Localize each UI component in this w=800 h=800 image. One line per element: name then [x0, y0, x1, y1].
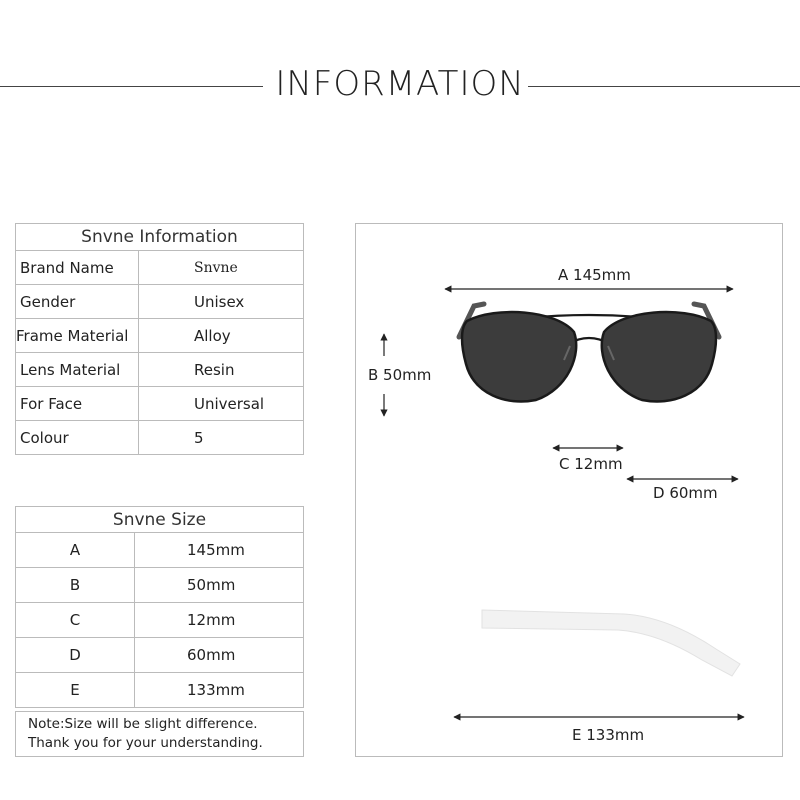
table-row [16, 533, 304, 568]
dimension-c-label: C 12mm [559, 455, 623, 473]
glasses-front-icon [459, 304, 719, 402]
size-value: 60mm [135, 638, 304, 673]
size-key: B [16, 568, 135, 603]
info-value: Snvne [139, 251, 304, 285]
header-line-left [0, 86, 263, 87]
dimension-e-label: E 133mm [572, 726, 645, 744]
table-row [16, 387, 304, 421]
size-value: 133mm [135, 673, 304, 708]
info-value: 5 [139, 421, 304, 455]
dimension-a-label: A 145mm [558, 266, 631, 284]
size-note [15, 711, 304, 757]
dimension-d-label: D 60mm [653, 484, 718, 502]
info-key: Lens Material [16, 353, 139, 387]
info-value: Resin [139, 353, 304, 387]
info-key: Brand Name [16, 251, 139, 285]
table-row [16, 421, 304, 455]
table-row [16, 603, 304, 638]
info-value: Unisex [139, 285, 304, 319]
info-table-title: Snvne Information [16, 224, 304, 251]
note-line: Thank you for your understanding. [28, 735, 263, 751]
temple-side-icon [482, 610, 740, 676]
size-table-title: Snvne Size [16, 507, 304, 533]
page-title: INFORMATION [275, 64, 525, 104]
size-key: C [16, 603, 135, 638]
size-key: D [16, 638, 135, 673]
info-key: For Face [16, 387, 139, 421]
table-row [16, 568, 304, 603]
dimension-diagram-panel [355, 223, 783, 757]
info-table [15, 223, 304, 455]
size-key: E [16, 673, 135, 708]
table-row [16, 638, 304, 673]
size-value: 50mm [135, 568, 304, 603]
info-key: Gender [16, 285, 139, 319]
header-line-right [528, 86, 800, 87]
size-key: A [16, 533, 135, 568]
dimension-diagram [356, 224, 782, 756]
dimension-b-label: B 50mm [368, 366, 432, 384]
info-key: Frame Material [16, 319, 139, 353]
info-value: Alloy [139, 319, 304, 353]
table-row [16, 285, 304, 319]
size-value: 145mm [135, 533, 304, 568]
table-row [16, 673, 304, 708]
info-value: Universal [139, 387, 304, 421]
size-table [15, 506, 304, 708]
table-row [16, 251, 304, 285]
size-value: 12mm [135, 603, 304, 638]
table-row [16, 353, 304, 387]
note-line: Note:Size will be slight difference. [28, 716, 258, 732]
info-key: Colour [16, 421, 139, 455]
table-row [16, 319, 304, 353]
